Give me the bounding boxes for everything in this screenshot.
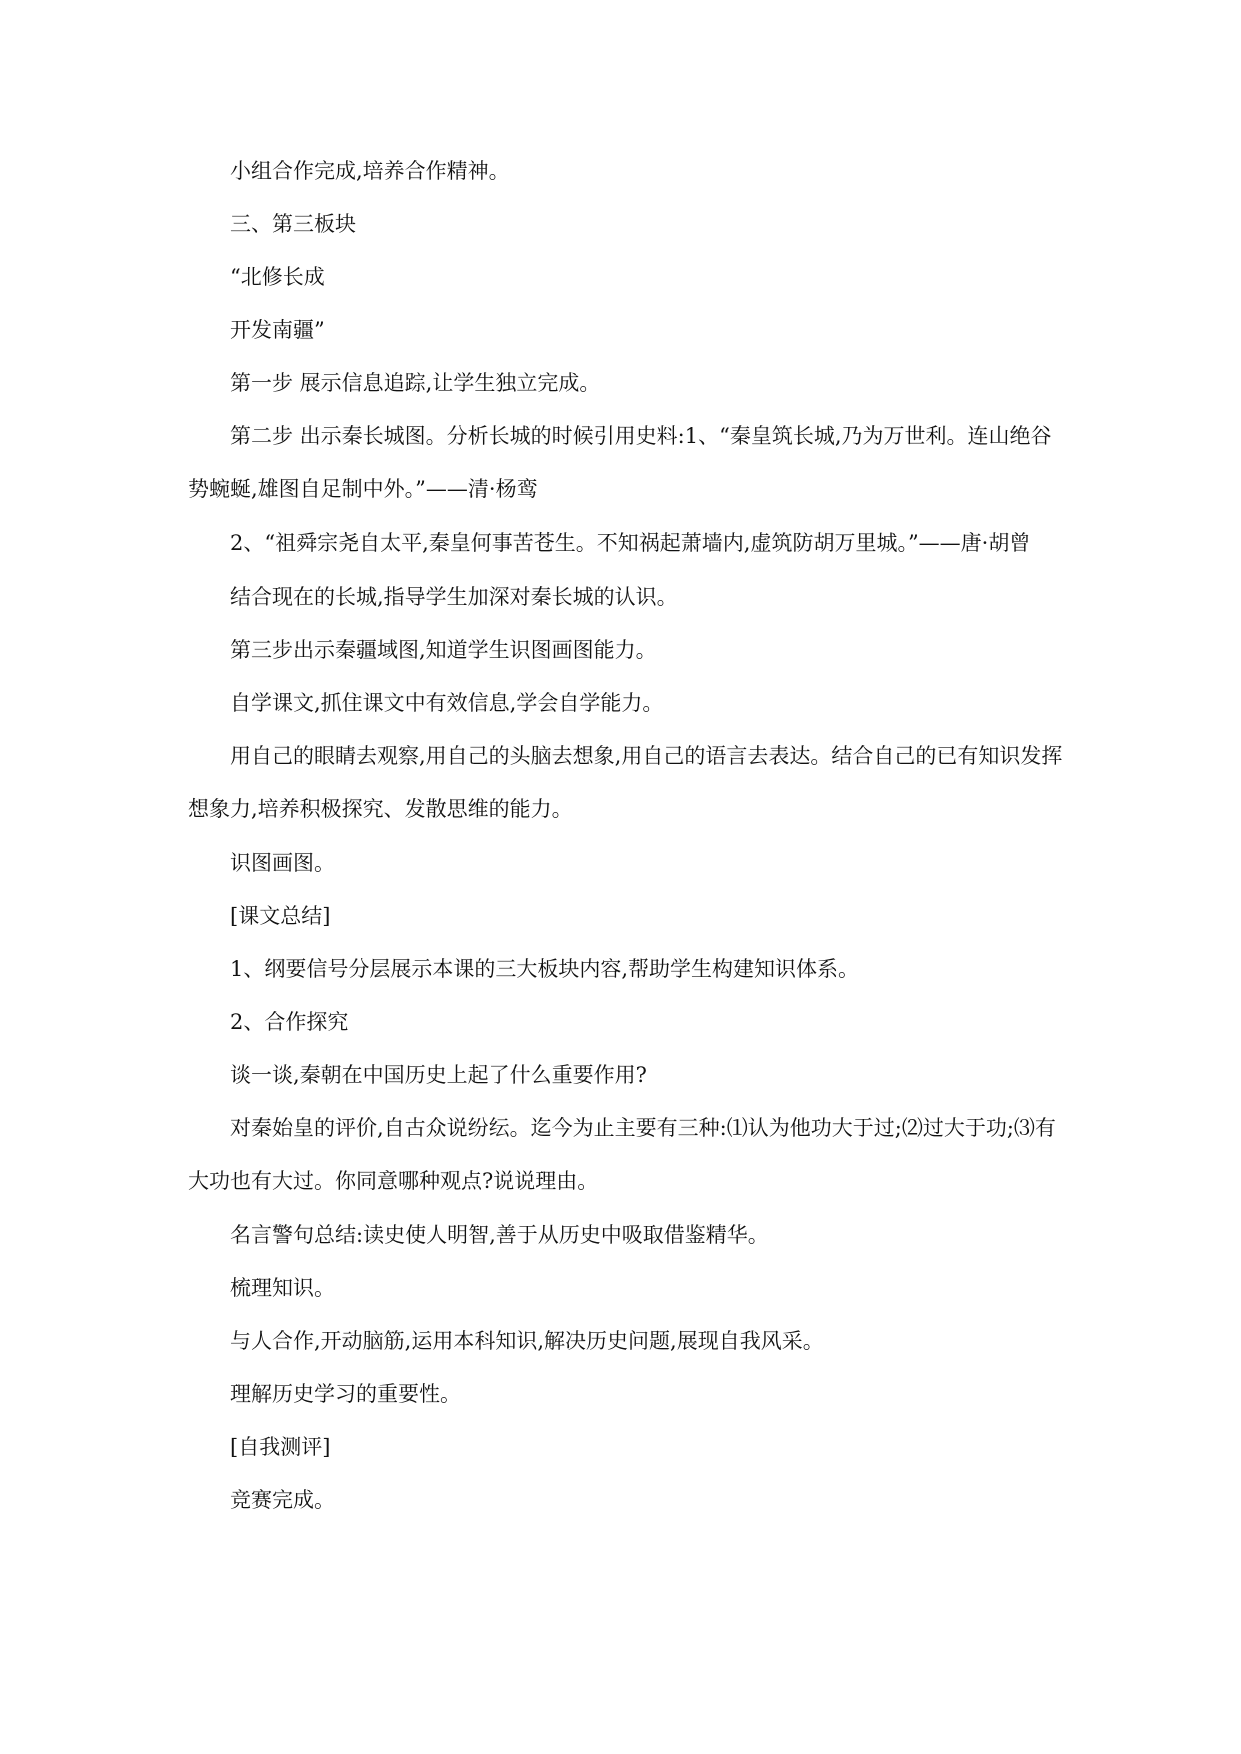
section-heading: [课文总结]	[230, 904, 331, 928]
paragraph: 用自己的眼睛去观察,用自己的头脑去想象,用自己的语言去表达。结合自己的已有知识发挥想象力,培养积极探究、发散思维的能力。	[188, 744, 1063, 821]
paragraph: 1、纲要信号分层展示本课的三大板块内容,帮助学生构建知识体系。	[230, 957, 860, 981]
paragraph: 2、“祖舜宗尧自太平,秦皇何事苦苍生。不知祸起萧墙内,虚筑防胡万里城。”——唐·胡曾	[230, 531, 1031, 555]
paragraph: 第三步出示秦疆域图,知道学生识图画图能力。	[230, 638, 657, 662]
section-heading: [自我测评]	[230, 1435, 331, 1459]
section-heading: 三、第三板块	[230, 212, 356, 236]
paragraph: 自学课文,抓住课文中有效信息,学会自学能力。	[230, 691, 664, 715]
paragraph: 与人合作,开动脑筋,运用本科知识,解决历史问题,展现自我风采。	[230, 1329, 824, 1353]
paragraph: 第二步 出示秦长城图。分析长城的时候引用史料:1、“秦皇筑长城,乃为万世利。连山绝谷势蜿蜒,雄图自足制中外。”——清·杨鸾	[188, 424, 1052, 501]
paragraph: 梳理知识。	[230, 1276, 335, 1300]
document-body	[188, 158, 1068, 1540]
paragraph: 识图画图。	[230, 851, 335, 875]
paragraph: 竞赛完成。	[230, 1488, 335, 1512]
paragraph: “北修长成	[230, 265, 325, 289]
paragraph: 名言警句总结:读史使人明智,善于从历史中吸取借鉴精华。	[230, 1223, 769, 1247]
paragraph: 2、合作探究	[230, 1010, 349, 1034]
paragraph: 开发南疆”	[230, 318, 325, 342]
paragraph: 谈一谈,秦朝在中国历史上起了什么重要作用?	[230, 1063, 647, 1087]
paragraph: 对秦始皇的评价,自古众说纷纭。迄今为止主要有三种:⑴认为他功大于过;⑵过大于功;⑶有大功也有大过。你同意哪种观点?说说理由。	[188, 1116, 1056, 1193]
paragraph: 理解历史学习的重要性。	[230, 1382, 461, 1406]
paragraph: 第一步 展示信息追踪,让学生独立完成。	[230, 371, 601, 395]
paragraph: 小组合作完成,培养合作精神。	[230, 159, 510, 183]
paragraph: 结合现在的长城,指导学生加深对秦长城的认识。	[230, 585, 678, 609]
